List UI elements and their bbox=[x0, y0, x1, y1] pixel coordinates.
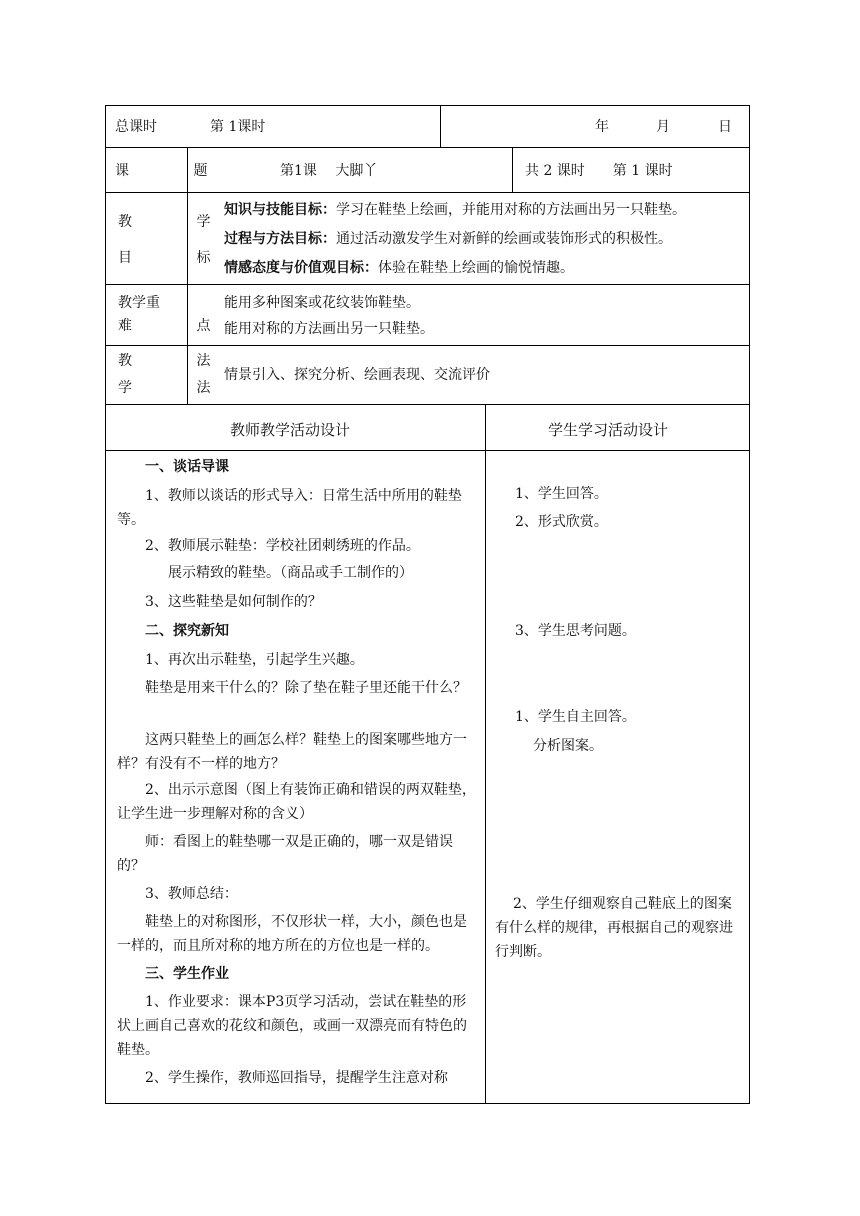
teacher-paragraph: 鞋垫是用来干什么的？除了垫在鞋子里还能干什么？ bbox=[145, 680, 467, 696]
teacher-paragraph: 2、出示示意图（图上有装饰正确和错误的两双鞋垫，让学生进一步理解对称的含义） bbox=[117, 782, 476, 822]
teacher-paragraph: 2、学生操作，教师巡回指导，提醒学生注意对称 bbox=[145, 1070, 448, 1086]
teacher-paragraph: 2、教师展示鞋垫：学校社团刺绣班的作品。 bbox=[145, 538, 420, 554]
total-hours-label: 总课时 bbox=[115, 119, 157, 135]
row-divider bbox=[105, 147, 750, 148]
topic-label: 课 题 bbox=[115, 163, 238, 179]
teacher-paragraph: 展示精致的鞋垫。（商品或手工制作的） bbox=[168, 565, 413, 581]
teacher-paragraph: 3、这些鞋垫是如何制作的？ bbox=[145, 594, 322, 610]
keypoint-item: 能用对称的方法画出另一只鞋垫。 bbox=[224, 321, 434, 337]
methods-label-1: 教 法 bbox=[118, 353, 241, 369]
objectives-label-2: 目 标 bbox=[118, 250, 241, 266]
objective-text: 学习在鞋垫上绘画，并能用对称的方法画出另一只鞋垫。 bbox=[336, 202, 686, 218]
lesson-number: 第 1课时 bbox=[210, 119, 266, 135]
methods-label-2: 学 法 bbox=[118, 380, 241, 396]
month-label: 月 bbox=[656, 119, 670, 135]
objective-attitude bbox=[224, 258, 574, 278]
teacher-paragraph: 这两只鞋垫上的画怎么样？鞋垫上的图案哪些地方一样？有没有不一样的地方？ bbox=[117, 732, 467, 772]
teacher-column-header: 教师教学活动设计 bbox=[230, 421, 351, 439]
teacher-paragraph: 3、教师总结： bbox=[145, 886, 238, 902]
section-heading: 三、学生作业 bbox=[145, 966, 229, 982]
keypoints-label-1: 教学重 bbox=[118, 295, 160, 311]
teacher-paragraph: 1、教师以谈话的形式导入：日常生活中所用的鞋垫等。 bbox=[117, 488, 462, 528]
teacher-paragraph: 鞋垫上的对称图形，不仅形状一样，大小，颜色也是一样的，而且所对称的地方所在的方位也是一样的。 bbox=[117, 914, 467, 954]
section-heading: 二、探究新知 bbox=[145, 623, 229, 639]
keypoint-item: 能用多种图案或花纹装饰鞋垫。 bbox=[224, 295, 420, 311]
teacher-paragraph: 1、作业要求：课本P3页学习活动，尝试在鞋垫的形状上画自己喜欢的花纹和颜色，或画一双漂亮而有特色的鞋垫。 bbox=[117, 994, 467, 1058]
hours-info: 共 2 课时 第 1 课时 bbox=[525, 163, 673, 179]
row-divider bbox=[105, 192, 750, 193]
student-item: 分析图案。 bbox=[533, 738, 603, 754]
objective-process bbox=[224, 229, 672, 249]
objectives-label-1: 教 学 bbox=[118, 214, 241, 230]
methods-text: 情景引入、探究分析、绘画表现、交流评价 bbox=[224, 367, 490, 383]
year-label: 年 bbox=[595, 119, 609, 135]
objective-key: 过程与方法目标： bbox=[224, 231, 336, 247]
student-item: 1、学生自主回答。 bbox=[515, 709, 636, 725]
row-divider bbox=[105, 450, 750, 451]
col-divider bbox=[512, 147, 513, 192]
objective-text: 体验在鞋垫上绘画的愉悦情趣。 bbox=[378, 260, 574, 276]
day-label: 日 bbox=[718, 119, 732, 135]
col-divider bbox=[440, 105, 441, 147]
student-item: 3、学生思考问题。 bbox=[515, 623, 636, 639]
lesson-title: 第1课 大脚丫 bbox=[280, 163, 378, 179]
objective-key: 情感态度与价值观目标： bbox=[224, 260, 378, 276]
section-heading: 一、谈话导课 bbox=[145, 459, 229, 475]
teacher-paragraph: 师：看图上的鞋垫哪一双是正确的，哪一双是错误的？ bbox=[117, 834, 453, 874]
teacher-paragraph: 1、再次出示鞋垫，引起学生兴趣。 bbox=[145, 652, 364, 668]
student-item: 2、形式欣赏。 bbox=[515, 514, 608, 530]
objective-key: 知识与技能目标： bbox=[224, 202, 336, 218]
keypoints-label-2: 难 点 bbox=[118, 318, 241, 334]
student-item: 2、学生仔细观察自己鞋底上的图案有什么样的规律，再根据自己的观察进行判断。 bbox=[495, 896, 733, 960]
student-item: 1、学生回答。 bbox=[515, 486, 608, 502]
row-divider bbox=[105, 284, 750, 285]
col-divider bbox=[485, 404, 486, 1104]
objective-knowledge bbox=[224, 200, 686, 220]
objective-text: 通过活动激发学生对新鲜的绘画或装饰形式的积极性。 bbox=[336, 231, 672, 247]
student-column-header: 学生学习活动设计 bbox=[548, 421, 669, 439]
row-divider bbox=[105, 404, 750, 405]
row-divider bbox=[105, 345, 750, 346]
